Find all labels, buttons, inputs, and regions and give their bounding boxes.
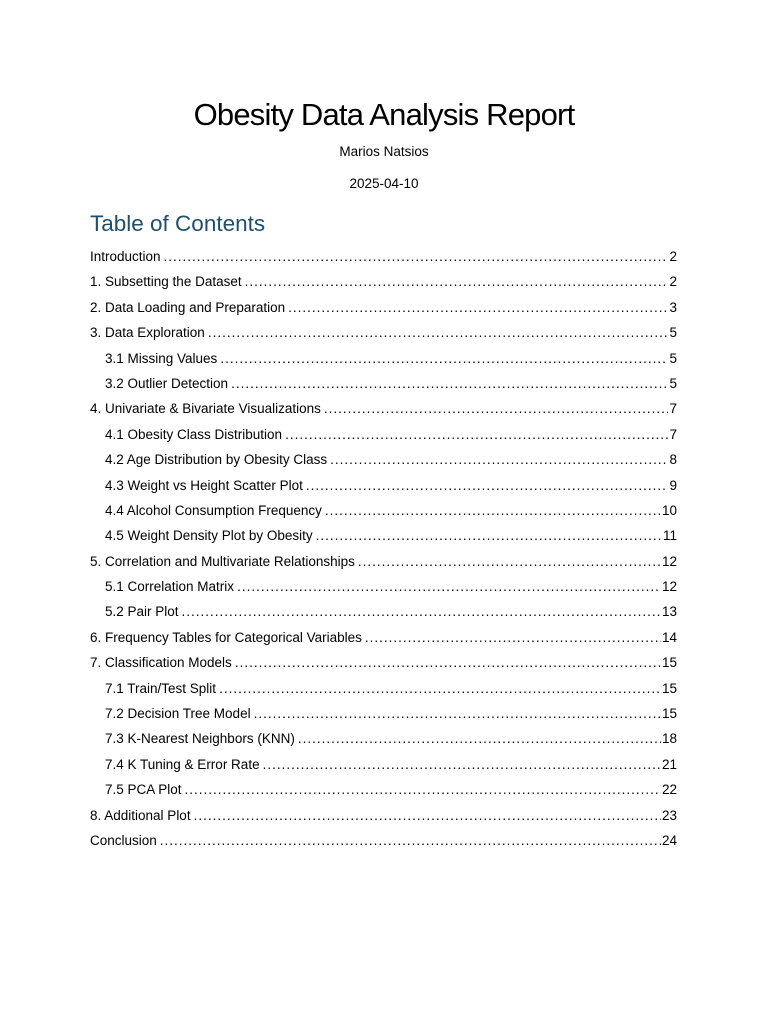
toc-entry-label: Conclusion (90, 832, 157, 848)
toc-entry-link[interactable] (90, 755, 677, 780)
toc-entry-label: 5.1 Correlation Matrix (105, 579, 235, 595)
toc-dot-leader (235, 653, 661, 673)
toc-entry-page-number: 9 (669, 477, 677, 493)
toc-entry-page-number: 5 (669, 325, 677, 341)
toc-entry-page-number: 10 (661, 502, 677, 518)
toc-dot-leader (194, 806, 661, 826)
toc-dot-leader (208, 323, 669, 343)
toc-entry-link[interactable] (90, 653, 677, 678)
toc-entry-label: 7.4 K Tuning & Error Rate (105, 756, 260, 772)
toc-entry-link[interactable] (90, 501, 677, 526)
toc-heading: Table of Contents (90, 211, 266, 236)
toc-dot-leader (219, 679, 661, 699)
toc-dot-leader (324, 399, 669, 419)
toc-entry-link[interactable] (90, 780, 677, 805)
toc-entry-page-number: 12 (661, 553, 677, 569)
toc-entry-link[interactable] (90, 628, 677, 653)
toc-entry-label: 7.3 K-Nearest Neighbors (KNN) (105, 731, 295, 747)
toc-entry-label: 7. Classification Models (90, 655, 232, 671)
toc-entry-page-number: 2 (669, 249, 677, 264)
toc-entry-label: 3. Data Exploration (90, 325, 205, 341)
table-of-contents (90, 247, 677, 856)
toc-entry-page-number: 22 (661, 782, 677, 798)
toc-dot-leader (220, 349, 668, 369)
toc-entry-page-number: 18 (661, 731, 677, 747)
toc-entry-link[interactable] (90, 476, 677, 501)
toc-entry-link[interactable] (90, 298, 677, 323)
toc-entry-link[interactable] (90, 806, 677, 831)
toc-entry-page-number: 5 (669, 375, 677, 391)
document-author: Marios Natsios (339, 144, 429, 159)
toc-entry-label: 7.2 Decision Tree Model (105, 706, 251, 722)
toc-dot-leader (237, 577, 661, 597)
toc-entry-link[interactable] (90, 577, 677, 602)
toc-entry-label: 4.2 Age Distribution by Obesity Class (105, 452, 328, 468)
toc-dot-leader (160, 831, 661, 851)
toc-entry-link[interactable] (90, 425, 677, 450)
toc-dot-leader (306, 476, 669, 496)
toc-entry-page-number: 21 (661, 756, 677, 772)
toc-entry-label: 6. Frequency Tables for Categorical Variables (90, 629, 362, 645)
toc-entry-link[interactable] (90, 399, 677, 424)
toc-entry-page-number: 24 (661, 832, 677, 848)
toc-entry-label: 8. Additional Plot (90, 807, 191, 823)
toc-entry-page-number: 15 (661, 680, 677, 696)
toc-entry-page-number: 3 (669, 299, 677, 315)
toc-entry-page-number: 14 (661, 629, 677, 645)
toc-entry-page-number: 15 (661, 706, 677, 722)
toc-dot-leader (365, 628, 661, 648)
document-date: 2025-04-10 (349, 176, 419, 191)
toc-entry-page-number: 12 (661, 579, 677, 595)
toc-dot-leader (330, 450, 668, 470)
toc-entry-link[interactable] (90, 831, 677, 856)
toc-entry-link[interactable] (90, 602, 677, 627)
toc-entry-label: 4. Univariate & Bivariate Visualizations (90, 401, 321, 417)
toc-entry-label: 4.1 Obesity Class Distribution (105, 426, 283, 442)
toc-entry-label: 4.4 Alcohol Consumption Frequency (105, 502, 322, 518)
toc-dot-leader (231, 374, 668, 394)
toc-entry-label: 3.2 Outlier Detection (105, 375, 229, 391)
toc-entry-page-number: 5 (669, 350, 677, 366)
toc-dot-leader (245, 272, 669, 292)
toc-entry-link[interactable] (90, 552, 677, 577)
toc-dot-leader (285, 425, 668, 445)
toc-entry-label: 3.1 Missing Values (105, 350, 218, 366)
toc-dot-leader (263, 755, 661, 775)
toc-dot-leader (185, 780, 661, 800)
toc-dot-leader (325, 501, 661, 521)
toc-entry-label: 2. Data Loading and Preparation (90, 299, 286, 315)
toc-entry-link[interactable] (90, 349, 677, 374)
toc-dot-leader (254, 704, 661, 724)
toc-entry-page-number: 11 (662, 528, 677, 544)
toc-entry-page-number: 23 (661, 807, 677, 823)
toc-entry-label: 4.3 Weight vs Height Scatter Plot (105, 477, 303, 493)
toc-entry-link[interactable] (90, 323, 677, 348)
toc-entry-link[interactable] (90, 526, 677, 551)
toc-entry-label: 5. Correlation and Multivariate Relationships (90, 553, 355, 569)
toc-entry-page-number: 8 (669, 452, 677, 468)
toc-entry-page-number: 7 (669, 426, 677, 442)
toc-dot-leader (288, 298, 668, 318)
toc-entry-link[interactable] (90, 272, 677, 297)
toc-entry-label: Introduction (90, 249, 161, 264)
toc-entry-page-number: 13 (661, 604, 677, 620)
toc-dot-leader (182, 602, 661, 622)
toc-entry-page-number: 15 (661, 655, 677, 671)
toc-dot-leader (358, 552, 661, 572)
toc-entry-page-number: 7 (669, 401, 677, 417)
toc-entry-link[interactable] (90, 729, 677, 754)
toc-entry-link[interactable] (90, 450, 677, 475)
toc-entry-label: 1. Subsetting the Dataset (90, 274, 242, 290)
document-title: Obesity Data Analysis Report (193, 97, 575, 132)
toc-entry-link[interactable] (90, 704, 677, 729)
toc-entry-label: 7.5 PCA Plot (105, 782, 182, 798)
toc-entry-link[interactable] (90, 679, 677, 704)
toc-entry-label: 7.1 Train/Test Split (105, 680, 217, 696)
toc-dot-leader (164, 247, 669, 267)
toc-dot-leader (298, 729, 661, 749)
toc-entry-label: 5.2 Pair Plot (105, 604, 179, 620)
toc-entry-page-number: 2 (669, 274, 677, 290)
toc-entry-link[interactable] (90, 247, 677, 272)
toc-entry-label: 4.5 Weight Density Plot by Obesity (105, 528, 313, 544)
toc-entry-link[interactable] (90, 374, 677, 399)
toc-dot-leader (316, 526, 662, 546)
